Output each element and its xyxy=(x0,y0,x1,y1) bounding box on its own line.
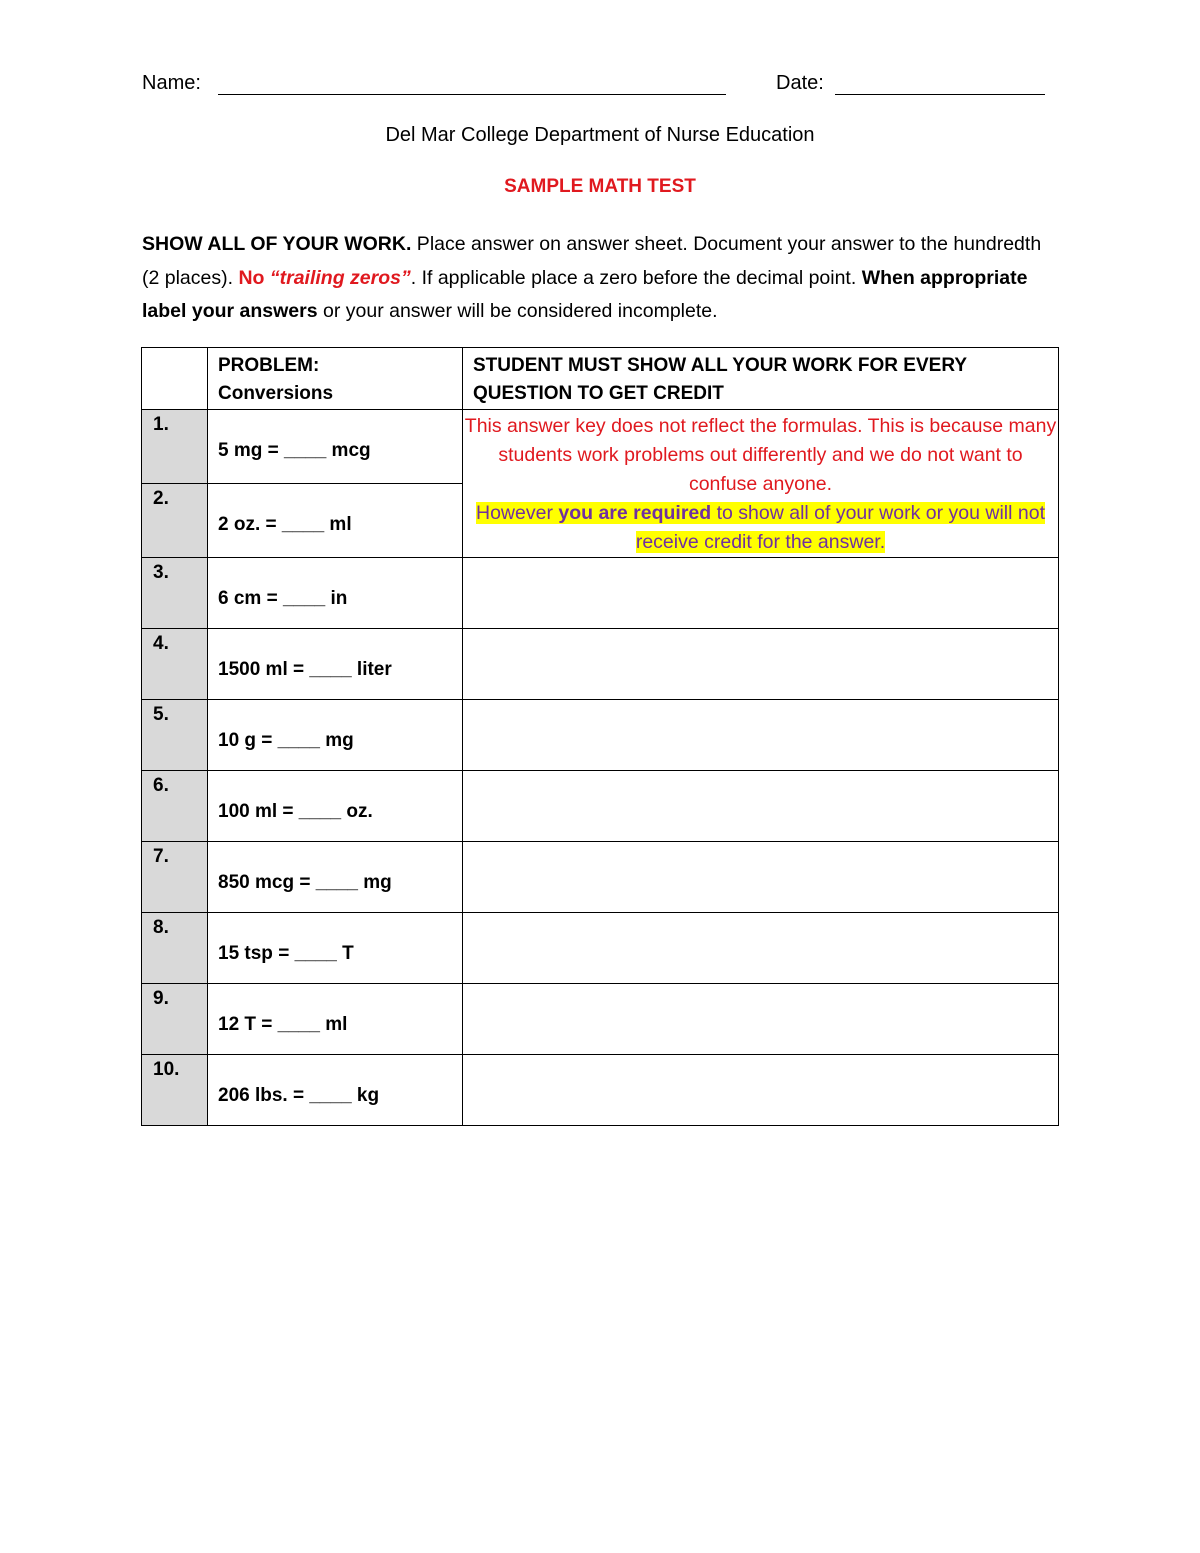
date-blank[interactable] xyxy=(835,94,1045,95)
note-required: you are required xyxy=(558,502,712,524)
header-num-cell xyxy=(142,348,208,410)
table-row xyxy=(142,410,1059,484)
table-row xyxy=(142,700,1059,771)
problem-text: 206 lbs. = ____ kg xyxy=(218,1085,380,1106)
answer-key-note xyxy=(463,410,1059,558)
table-row xyxy=(142,842,1059,913)
question-problem xyxy=(208,629,463,700)
problem-text: 850 mcg = ____ mg xyxy=(218,872,392,893)
work-cell[interactable] xyxy=(463,558,1059,629)
problem-text: 100 ml = ____ oz. xyxy=(218,801,373,822)
question-problem xyxy=(208,700,463,771)
instructions-trailing-zeros xyxy=(238,267,410,289)
work-cell[interactable] xyxy=(463,700,1059,771)
question-number: 9. xyxy=(142,984,208,1055)
question-problem xyxy=(208,558,463,629)
question-number: 1. xyxy=(142,410,208,484)
table-row xyxy=(142,913,1059,984)
table-row xyxy=(142,558,1059,629)
instructions-text-1: Place answer on answer sheet. Document your answer to the hundredth (2 places). xyxy=(142,233,1042,289)
problem-text: 15 tsp = ____ T xyxy=(218,943,354,964)
header-problem-label: PROBLEM: xyxy=(218,355,320,376)
question-number: 6. xyxy=(142,771,208,842)
instructions-show-work: SHOW ALL OF YOUR WORK. xyxy=(142,233,412,255)
test-title: SAMPLE MATH TEST xyxy=(504,176,696,197)
note-rest: to show all of your work or you will not receive credit for the answer. xyxy=(635,502,1045,553)
header-conversions-label: Conversions xyxy=(218,383,334,404)
work-cell[interactable] xyxy=(463,629,1059,700)
work-cell[interactable] xyxy=(463,771,1059,842)
table-row xyxy=(142,1055,1059,1126)
problem-text: 12 T = ____ ml xyxy=(218,1014,348,1035)
problem-text: 6 cm = ____ in xyxy=(218,588,348,609)
answer-key-note-highlight xyxy=(476,502,1045,553)
date-label: Date: xyxy=(776,72,824,94)
question-problem xyxy=(208,1055,463,1126)
question-number: 2. xyxy=(142,484,208,558)
table-row xyxy=(142,771,1059,842)
question-number: 4. xyxy=(142,629,208,700)
problem-text: 2 oz. = ____ ml xyxy=(218,514,352,535)
question-number: 7. xyxy=(142,842,208,913)
work-cell[interactable] xyxy=(463,842,1059,913)
table-row xyxy=(142,984,1059,1055)
question-number: 5. xyxy=(142,700,208,771)
table-row xyxy=(142,629,1059,700)
problem-text: 1500 ml = ____ liter xyxy=(218,659,392,680)
instructions-text-3: or your answer will be considered incomplete. xyxy=(317,300,718,322)
question-problem xyxy=(208,410,463,484)
question-problem xyxy=(208,913,463,984)
work-cell[interactable] xyxy=(463,1055,1059,1126)
department-title: Del Mar College Department of Nurse Education xyxy=(385,124,815,146)
table-header-row xyxy=(142,348,1059,410)
question-number: 10. xyxy=(142,1055,208,1126)
question-number: 8. xyxy=(142,913,208,984)
instructions-label-answers: When appropriate label your answers xyxy=(142,266,1028,322)
problem-text: 5 mg = ____ mcg xyxy=(218,440,371,461)
question-problem xyxy=(208,984,463,1055)
header-work-cell: STUDENT MUST SHOW ALL YOUR WORK FOR EVERY QUESTION TO GET CREDIT xyxy=(463,348,1059,410)
instructions-no: No xyxy=(238,266,270,289)
header-problem-cell xyxy=(208,348,463,410)
header-line xyxy=(142,72,1062,102)
question-problem xyxy=(208,484,463,558)
instructions-text-2: . If applicable place a zero before the decimal point. xyxy=(410,266,862,289)
question-problem xyxy=(208,771,463,842)
conversion-table xyxy=(141,347,1059,1126)
question-problem xyxy=(208,842,463,913)
answer-key-note-red: This answer key does not reflect the formulas. This is because many students work problems out differently and we do not want to confuse anyone. xyxy=(464,415,1057,495)
work-cell[interactable] xyxy=(463,913,1059,984)
name-label: Name: xyxy=(142,72,201,94)
note-however: However xyxy=(476,502,559,524)
work-cell[interactable] xyxy=(463,984,1059,1055)
instructions xyxy=(142,228,1062,329)
name-blank[interactable] xyxy=(218,94,726,95)
problem-text: 10 g = ____ mg xyxy=(218,730,354,751)
instructions-trailing-zeros-italic: “trailing zeros” xyxy=(269,266,411,289)
question-number: 3. xyxy=(142,558,208,629)
